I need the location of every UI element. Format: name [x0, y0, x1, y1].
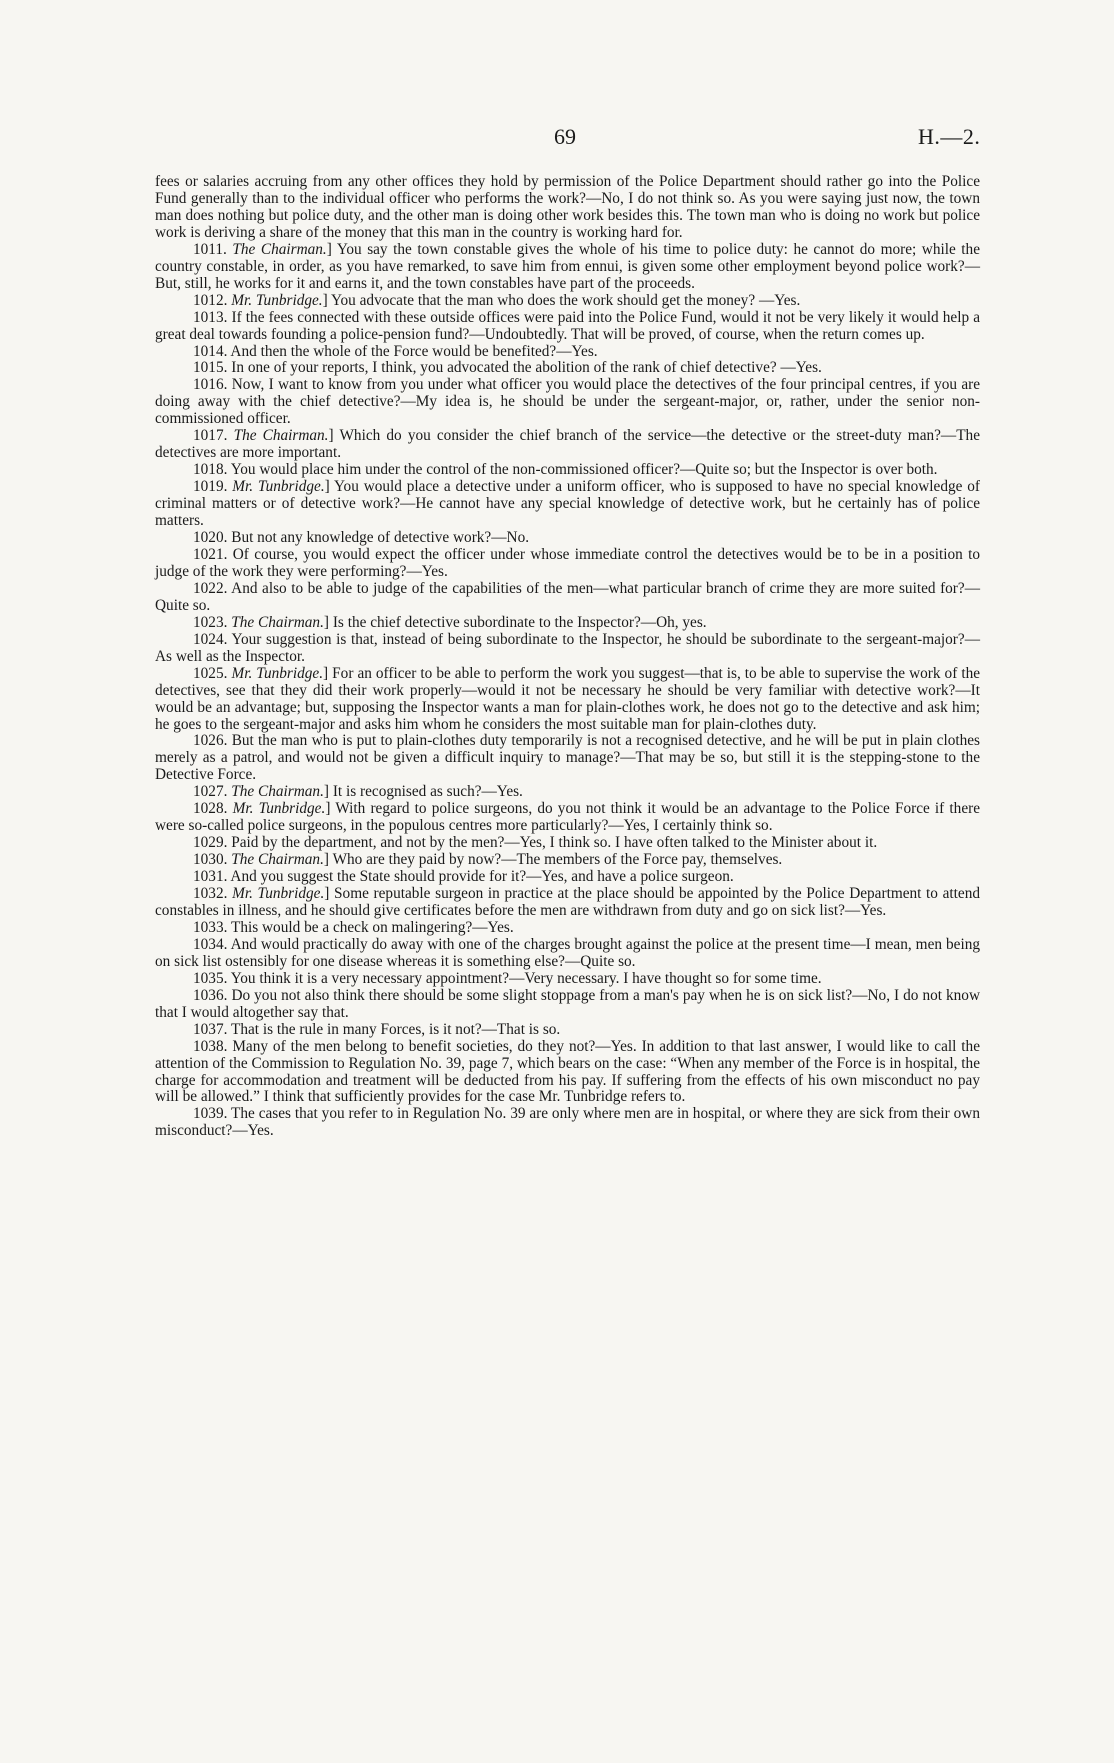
testimony-paragraph	[155, 581, 980, 615]
speaker-bracket: ]	[323, 613, 329, 631]
question-number: 1034.	[193, 935, 228, 953]
testimony-paragraph	[155, 784, 980, 801]
paragraph-text: Of course, you would expect the officer under whose immediate control the detectives would be to be in a position to judge of the work they were performing?—Yes.	[155, 545, 980, 580]
testimony-paragraph	[155, 971, 980, 988]
question-number: 1031.	[193, 868, 228, 886]
question-number: 1022.	[193, 579, 228, 597]
speaker-bracket: ]	[326, 240, 332, 258]
paragraph-text: That is the rule in many Forces, is it not?—That is so.	[230, 1020, 561, 1038]
paragraph-text: Is the chief detective subordinate to the Inspector?—Oh, yes.	[332, 613, 707, 631]
paragraph-text: And would practically do away with one of the charges brought against the police at the present time—I mean, men being on sick list ostensibly for one disease whereas it is something else?—Quite so.	[155, 935, 980, 970]
page-number: 69	[554, 124, 576, 149]
question-number: 1017.	[193, 427, 228, 445]
paragraph-text: Paid by the department, and not by the men?—Yes, I think so. I have often talked to the Minister about it.	[231, 834, 878, 852]
testimony-paragraph	[155, 615, 980, 632]
paragraph-text: For an officer to be able to perform the work you suggest—that is, to be able to supervise the work of the detectives, see that they did their work properly—would it not be necessary he should be very familiar with detective work?—It would be an advantage; but, supposing the Inspector wants a man for plain-clothes work, he does not go to the detective and ask him; he goes to the sergeant-major and asks him whom he considers the most suitable man for plain-clothes duty.	[155, 664, 981, 733]
paragraph-text: Some reputable surgeon in practice at the place should be appointed by the Police Department to attend constables in illness, and he should give certificates before the men are withdrawn from duty and go on sick list?—Yes.	[155, 885, 980, 919]
testimony-paragraph	[155, 937, 980, 971]
speaker-name: The Chairman.	[232, 240, 327, 258]
paragraph-text: And then the whole of the Force would be benefited?—Yes.	[230, 342, 598, 360]
testimony-paragraph	[155, 920, 980, 937]
question-number: 1014.	[193, 342, 228, 360]
speaker-name: Mr. Tunbridge.	[231, 664, 324, 682]
speaker-bracket: ]	[323, 664, 329, 682]
question-number: 1039.	[193, 1105, 228, 1123]
testimony-paragraph	[155, 462, 980, 479]
testimony-paragraph	[155, 1039, 980, 1107]
paragraph-text: Do you not also think there should be some slight stoppage from a man's pay when he is on sick list?—No, I do not know that I would altogether say that.	[155, 986, 980, 1021]
speaker-bracket: ]	[324, 885, 330, 903]
testimony-paragraph	[155, 547, 980, 581]
paragraph-text: It is recognised as such?—Yes.	[332, 783, 523, 801]
testimony-paragraph	[155, 344, 980, 361]
testimony-paragraph	[155, 310, 980, 344]
testimony-paragraph	[155, 1106, 980, 1140]
question-number: 1013.	[193, 308, 228, 326]
paragraph-text: Now, I want to know from you under what officer you would place the detectives of the four principal centres, if you are doing away with the chief detective?—My idea is, he should be under the sergeant-major, or, rather, under the senior non-commissioned officer.	[155, 376, 981, 428]
testimony-paragraph	[155, 733, 980, 784]
testimony-paragraph	[155, 428, 980, 462]
question-number: 1024.	[193, 630, 228, 648]
question-number: 1028.	[193, 800, 228, 818]
speaker-name: The Chairman.	[231, 851, 324, 869]
question-number: 1026.	[193, 732, 228, 750]
testimony-paragraph	[155, 530, 980, 547]
testimony-paragraph	[155, 852, 980, 869]
question-number: 1036.	[193, 986, 228, 1004]
testimony-paragraph	[155, 174, 980, 242]
paragraph-text: If the fees connected with these outside offices were paid into the Police Fund, would it not be very likely it would help a great deal towards founding a police-pension fund?—Undoubtedly. That will be proved, of course, when the return comes up.	[155, 308, 980, 343]
question-number: 1037.	[193, 1020, 228, 1038]
testimony-paragraph	[155, 666, 980, 734]
question-number: 1021.	[193, 545, 228, 563]
question-number: 1016.	[193, 376, 228, 394]
paragraph-text: The cases that you refer to in Regulation No. 39 are only where men are in hospital, or where they are sick from their own misconduct?—Yes.	[155, 1105, 980, 1140]
paragraph-text: You advocate that the man who does the work should get the money? —Yes.	[331, 291, 801, 309]
testimony-paragraph	[155, 479, 980, 530]
question-number: 1030.	[193, 851, 228, 869]
speaker-bracket: ]	[323, 783, 329, 801]
speaker-bracket: ]	[322, 291, 328, 309]
testimony-paragraph	[155, 632, 980, 666]
paragraph-text: You think it is a very necessary appointment?—Very necessary. I have thought so for some time.	[230, 969, 822, 987]
question-number: 1027.	[193, 783, 228, 801]
testimony-paragraph	[155, 1022, 980, 1039]
question-number: 1018.	[193, 461, 228, 479]
paragraph-text: Your suggestion is that, instead of being subordinate to the Inspector, he should be subordinate to the sergeant-major?—As well as the Inspector.	[155, 630, 980, 665]
speaker-name: Mr. Tunbridge.	[232, 800, 326, 818]
body-text	[155, 174, 980, 1140]
speaker-bracket: ]	[328, 427, 334, 445]
speaker-name: The Chairman.	[231, 783, 324, 801]
paragraph-text: Many of the men belong to benefit societies, do they not?—Yes. In addition to that last answer, I would like to call the attention of the Commission to Regulation No. 39, page 7, which bears on the case: “When any member of the Force is in hospital, the charge for accommodation and treatment will be deducted from his pay. If suffering from the effects of his own misconduct no pay will be allowed.” I think that sufficiently provides for the case Mr. Tunbridge refers to.	[155, 1037, 980, 1106]
paragraph-text: fees or salaries accruing from any other offices they hold by permission of the Police Department should rather go into the Police Fund generally than to the individual officer who performs the work?—No, I do not think so. As you were saying just now, the town man does nothing but police duty, and the other man is doing other work besides this. The town man who is doing no work but police work is deriving a share of the money that this man in the country is working hard for.	[155, 173, 980, 241]
question-number: 1038.	[193, 1037, 228, 1055]
question-number: 1011.	[193, 240, 227, 258]
testimony-paragraph	[155, 869, 980, 886]
question-number: 1012.	[193, 291, 228, 309]
question-number: 1035.	[193, 969, 228, 987]
question-number: 1020.	[193, 529, 228, 547]
paragraph-text: But not any knowledge of detective work?—No.	[231, 529, 530, 547]
paragraph-text: You would place a detective under a uniform officer, who is supposed to have no special knowledge of criminal matters or of detective work?—He cannot have any special knowledge of detective work, but he certainly has of police matters.	[155, 478, 981, 530]
question-number: 1025.	[193, 664, 228, 682]
page-header	[0, 124, 1114, 154]
paragraph-text: Who are they paid by now?—The members of the Force pay, themselves.	[332, 851, 783, 869]
testimony-paragraph	[155, 988, 980, 1022]
testimony-paragraph	[155, 293, 980, 310]
paragraph-text: But the man who is put to plain-clothes duty temporarily is not a recognised detective, and he will be put in plain clothes merely as a patrol, and would not be given a difficult inquiry to manage?—That may be so, but still it is the stepping-stone to the Detective Force.	[155, 732, 980, 784]
speaker-bracket: ]	[325, 800, 331, 818]
question-number: 1032.	[193, 885, 228, 903]
paragraph-text: And you suggest the State should provide for it?—Yes, and have a police surgeon.	[230, 868, 734, 886]
question-number: 1033.	[193, 918, 228, 936]
testimony-paragraph	[155, 835, 980, 852]
question-number: 1023.	[193, 613, 228, 631]
question-number: 1019.	[193, 478, 228, 496]
question-number: 1015.	[193, 359, 228, 377]
paragraph-text: And also to be able to judge of the capabilities of the men—what particular branch of crime they are more suited for?—Quite so.	[155, 579, 980, 614]
testimony-paragraph	[155, 377, 980, 428]
testimony-paragraph	[155, 242, 980, 293]
question-number: 1029.	[193, 834, 228, 852]
speaker-bracket: ]	[324, 478, 330, 496]
paragraph-text: You say the town constable gives the whole of his time to police duty: he cannot do more; while the country constable, in order, as you have remarked, to save him from ennui, is given some other employment beyond police work?—But, still, he works for it and earns it, and the town constables have part of the proceeds.	[155, 240, 981, 292]
speaker-name: Mr. Tunbridge.	[232, 885, 325, 903]
testimony-paragraph	[155, 360, 980, 377]
paragraph-text: You would place him under the control of the non-commissioned officer?—Quite so; but the Inspector is over both.	[230, 461, 938, 479]
speaker-name: Mr. Tunbridge.	[231, 291, 323, 309]
speaker-name: Mr. Tunbridge.	[232, 478, 325, 496]
paragraph-text: This would be a check on malingering?—Yes.	[230, 918, 514, 936]
paragraph-text: In one of your reports, I think, you advocated the abolition of the rank of chief detective? —Yes.	[231, 359, 822, 377]
speaker-bracket: ]	[323, 851, 329, 869]
testimony-paragraph	[155, 886, 980, 920]
speaker-name: The Chairman.	[233, 427, 329, 445]
paragraph-text: With regard to police surgeons, do you not think it would be an advantage to the Police Force if there were so-called police surgeons, in the populous centres more particularly?—Yes, I certainly think so.	[155, 800, 981, 835]
paragraph-text: Which do you consider the chief branch of the service—the detective or the street-duty man?—The detectives are more important.	[155, 427, 980, 462]
testimony-paragraph	[155, 801, 980, 835]
speaker-name: The Chairman.	[231, 613, 324, 631]
document-reference: H.—2.	[918, 124, 981, 149]
